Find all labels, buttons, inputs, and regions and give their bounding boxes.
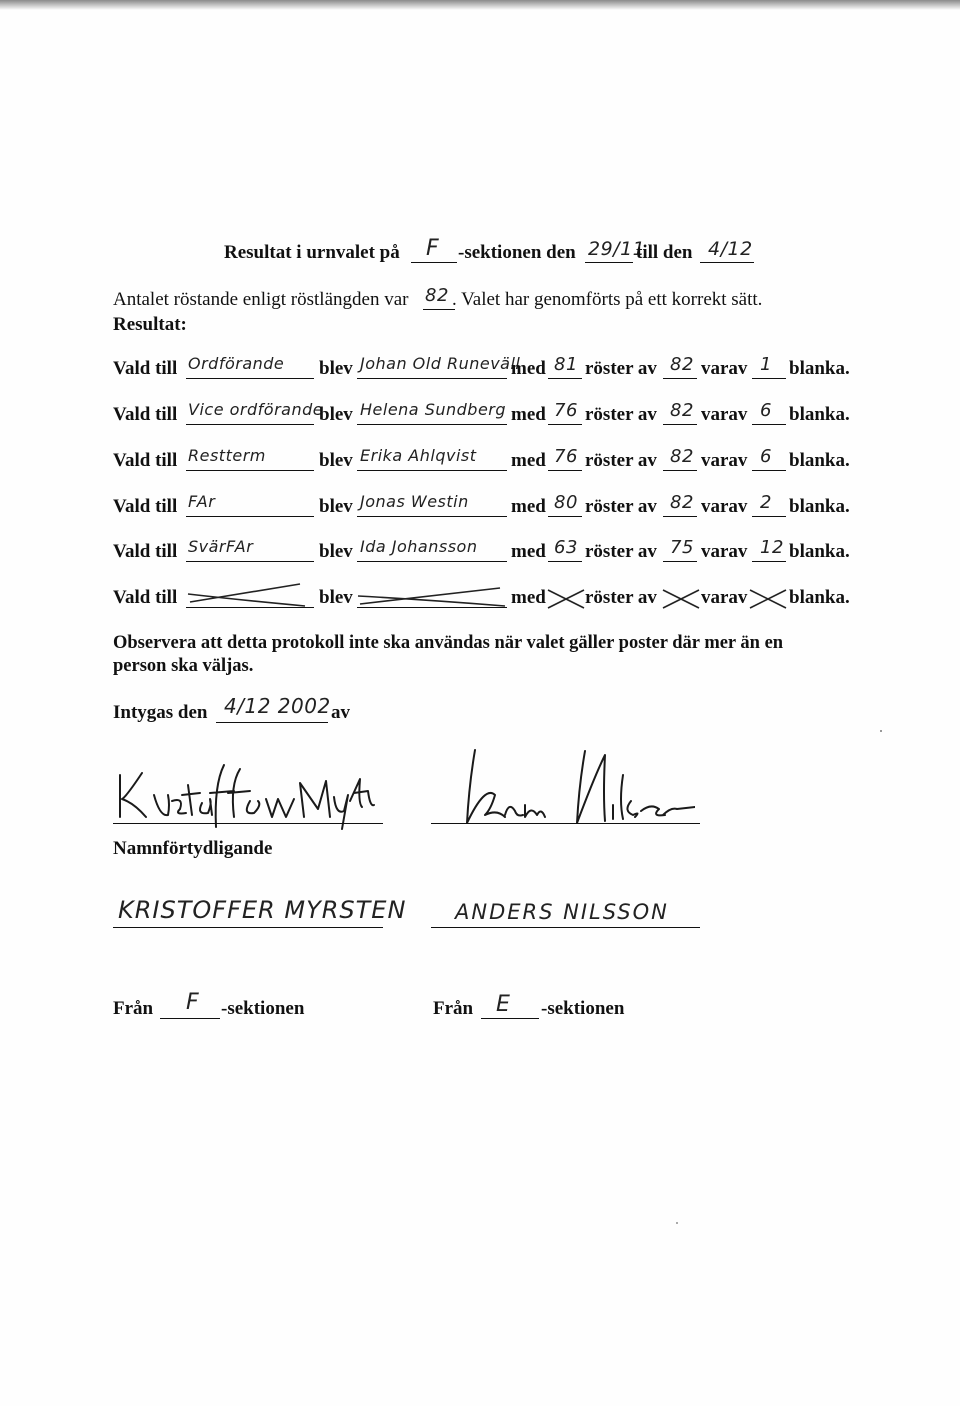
voters-suffix: . Valet har genomförts på ett korrekt sätt.	[452, 289, 763, 310]
right-signature-line	[431, 823, 700, 824]
blank-value: 12	[760, 537, 784, 558]
attest-suffix: av	[331, 702, 350, 723]
total-value: 75	[670, 537, 694, 558]
blank-value: 6	[760, 400, 772, 421]
med-label: med	[511, 404, 546, 425]
footer-right-suffix: -sektionen	[541, 998, 625, 1019]
winner-name: Helena Sundberg	[360, 400, 507, 419]
winner-name: Johan Old Runeväll	[360, 354, 521, 373]
varav-label: varav	[701, 404, 748, 425]
title-prefix: Resultat i urnvalet på	[224, 242, 400, 263]
blev-label: blev	[319, 496, 353, 517]
blanka-label: blanka.	[789, 496, 850, 517]
right-signature	[445, 745, 695, 830]
med-label: med	[511, 541, 546, 562]
varav-label: varav	[701, 450, 748, 471]
varav-label: varav	[701, 587, 748, 608]
varav-label: varav	[701, 358, 748, 379]
post-value: Vice ordförande	[188, 400, 324, 419]
voters-prefix: Antalet röstande enligt röstlängden var	[113, 289, 409, 310]
note-line-1: Observera att detta protokoll inte ska användas när valet gäller poster där mer än en	[113, 633, 784, 653]
blev-label: blev	[319, 404, 353, 425]
footer-left-suffix: -sektionen	[221, 998, 305, 1019]
vald-till-label: Vald till	[113, 541, 178, 562]
title-mid: -sektionen den	[458, 242, 576, 263]
total-value: 82	[670, 492, 694, 513]
title-till: till den	[636, 242, 693, 263]
blank-value: 2	[760, 492, 772, 513]
vald-till-label: Vald till	[113, 358, 178, 379]
blanka-label: blanka.	[789, 541, 850, 562]
blanka-label: blanka.	[789, 450, 850, 471]
blanka-label: blanka.	[789, 358, 850, 379]
blev-label: blev	[319, 358, 353, 379]
scan-speck	[676, 1222, 678, 1224]
roster-label: röster av	[585, 404, 657, 425]
left-signature	[112, 745, 382, 830]
roster-label: röster av	[585, 587, 657, 608]
strike-marks	[0, 0, 960, 640]
blank-value: 6	[760, 446, 772, 467]
roster-label: röster av	[585, 496, 657, 517]
votes-value: 63	[554, 537, 578, 558]
roster-label: röster av	[585, 450, 657, 471]
med-label: med	[511, 587, 546, 608]
section-value: F	[426, 236, 440, 261]
date-from-value: 29/11	[588, 238, 646, 260]
note-line-2: person ska väljas.	[113, 656, 254, 676]
votes-value: 76	[554, 400, 578, 421]
footer-right-fran: Från	[433, 998, 474, 1019]
winner-name: Erika Ahlqvist	[360, 446, 477, 465]
strike-post-a	[190, 584, 300, 602]
left-name-line	[113, 927, 383, 928]
blank-value: 1	[760, 354, 772, 375]
footer-left-line	[160, 1018, 220, 1019]
vald-till-label: Vald till	[113, 496, 178, 517]
attest-prefix: Intygas den	[113, 702, 208, 723]
footer-right-line	[481, 1018, 539, 1019]
name-clarification-label: Namnförtydligande	[113, 838, 273, 859]
post-value: Restterm	[188, 446, 266, 465]
votes-value: 76	[554, 446, 578, 467]
date-to-value: 4/12	[708, 238, 753, 260]
vald-till-label: Vald till	[113, 404, 178, 425]
post-value: SvärFAr	[188, 537, 254, 556]
med-label: med	[511, 450, 546, 471]
right-name-line	[431, 927, 700, 928]
voters-count: 82	[425, 285, 449, 306]
scan-speck	[880, 730, 882, 732]
attest-date: 4/12 2002	[224, 694, 331, 718]
blev-label: blev	[319, 587, 353, 608]
varav-label: varav	[701, 541, 748, 562]
total-value: 82	[670, 400, 694, 421]
blanka-label: blanka.	[789, 587, 850, 608]
post-value: FAr	[188, 492, 216, 511]
total-value: 82	[670, 354, 694, 375]
strike-name-a	[360, 588, 500, 604]
footer-right-section: E	[496, 992, 511, 1017]
roster-label: röster av	[585, 541, 657, 562]
left-signature-line	[113, 823, 383, 824]
post-value: Ordförande	[188, 354, 285, 373]
footer-left-fran: Från	[113, 998, 154, 1019]
votes-value: 81	[554, 354, 578, 375]
vald-till-label: Vald till	[113, 587, 178, 608]
strike-blank	[750, 590, 786, 608]
total-value: 82	[670, 446, 694, 467]
blev-label: blev	[319, 450, 353, 471]
winner-name: Ida Johansson	[360, 537, 478, 556]
vald-till-label: Vald till	[113, 450, 178, 471]
winner-name: Jonas Westin	[360, 492, 469, 511]
result-label: Resultat:	[113, 314, 187, 335]
roster-label: röster av	[585, 358, 657, 379]
strike-total	[663, 590, 699, 608]
blanka-label: blanka.	[789, 404, 850, 425]
votes-value: 80	[554, 492, 578, 513]
footer-left-section: F	[186, 990, 200, 1015]
med-label: med	[511, 358, 546, 379]
blev-label: blev	[319, 541, 353, 562]
right-name-clarification: ANDERS NILSSON	[455, 900, 669, 924]
varav-label: varav	[701, 496, 748, 517]
strike-votes	[548, 590, 584, 608]
attest-date-line	[216, 722, 328, 723]
left-name-clarification: KRISTOFFER MYRSTEN	[118, 896, 407, 924]
med-label: med	[511, 496, 546, 517]
